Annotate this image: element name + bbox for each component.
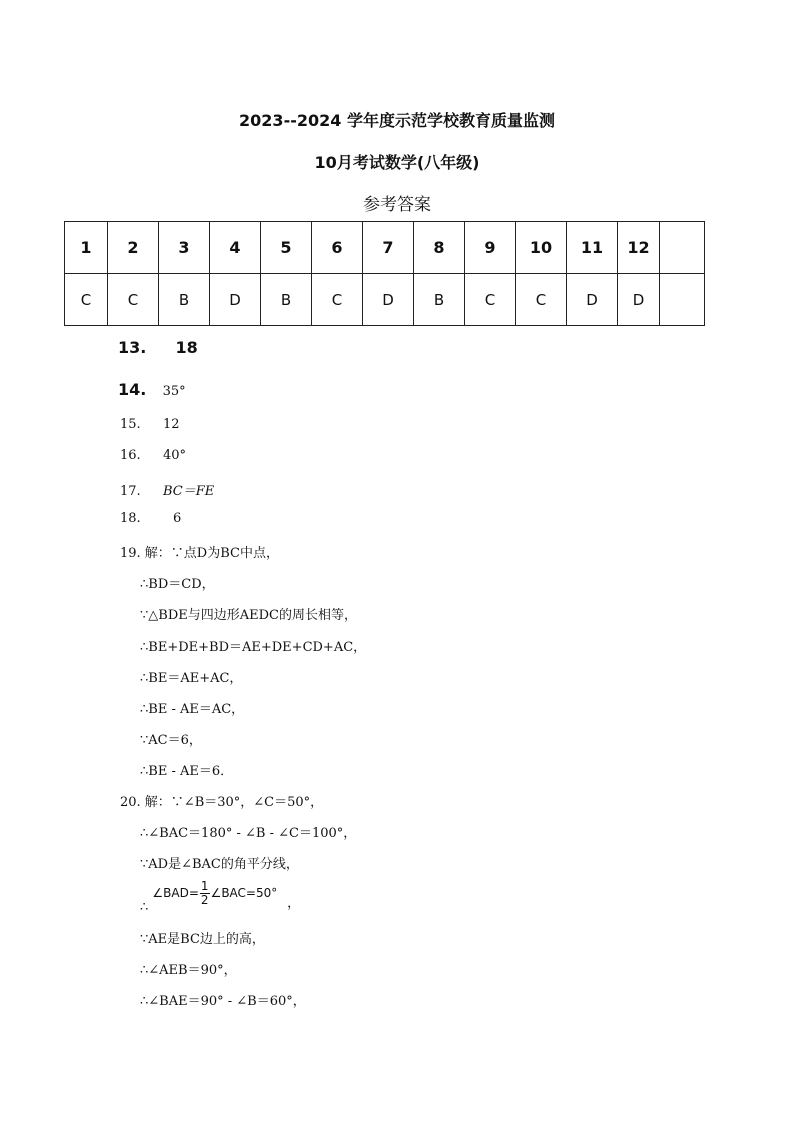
q15-line: [120, 417, 180, 432]
q18-number: 18.: [120, 511, 141, 526]
q19-line-7: ∵AC＝6，: [140, 733, 202, 748]
q13-line: [118, 338, 198, 357]
q19-line-6: ∴BE - AE＝AC，: [140, 702, 245, 717]
q13-answer: 18: [175, 338, 198, 357]
question-number: 5: [261, 222, 312, 274]
answer-cell: C: [516, 274, 567, 326]
question-number: 11: [567, 222, 618, 274]
answer-cell: C: [312, 274, 363, 326]
title-line-2: 10月考试数学(八年级): [314, 153, 480, 172]
q14-answer: 35°: [162, 384, 186, 399]
fraction-one-half: [200, 880, 210, 907]
title-line-1: 2023--2024 学年度示范学校教育质量监测: [239, 111, 555, 130]
answer-row: [65, 274, 705, 326]
answer-cell: D: [210, 274, 261, 326]
question-number: [660, 222, 705, 274]
q16-answer: 40°: [162, 448, 187, 463]
q20-line-3: ∵AD是∠BAC的角平分线，: [140, 857, 299, 872]
q19-line-2: ∴BD＝CD，: [140, 577, 215, 592]
q14-number: 14.: [118, 380, 147, 399]
title-line-3: 参考答案: [363, 195, 431, 215]
q18-answer: 6: [172, 511, 182, 526]
answer-cell: D: [567, 274, 618, 326]
question-number: 3: [159, 222, 210, 274]
q19-line-5: ∴BE＝AE+AC，: [140, 671, 243, 686]
q17-answer: BC＝FE: [162, 484, 215, 499]
q15-number: 15.: [120, 417, 141, 432]
q20-line-6: ∴∠AEB＝90°，: [140, 963, 237, 978]
fraction-denominator: 2: [200, 893, 209, 907]
q20-therefore: ∴: [140, 900, 149, 915]
answer-cell: [660, 274, 705, 326]
question-number: 4: [210, 222, 261, 274]
q14-line: [118, 380, 186, 399]
q17-number: 17.: [120, 484, 141, 499]
q20-line-7: ∴∠BAE＝90° - ∠B＝60°，: [140, 994, 306, 1009]
q20-line-1: 20. 解：∵∠B＝30°，∠C＝50°，: [120, 795, 324, 810]
q20-line-5: ∵AE是BC边上的高，: [140, 932, 265, 947]
answer-cell: C: [465, 274, 516, 326]
answer-table: [64, 221, 705, 326]
answer-cell: D: [363, 274, 414, 326]
question-number: 1: [65, 222, 108, 274]
q20-formula: [152, 879, 281, 907]
q20-line-2: ∴∠BAC＝180° - ∠B - ∠C＝100°，: [140, 826, 357, 841]
q19-line-3: ∵△BDE与四边形AEDC的周长相等，: [140, 608, 357, 623]
question-number: 7: [363, 222, 414, 274]
question-number: 8: [414, 222, 465, 274]
q18-line: [120, 511, 181, 526]
fraction-numerator: 1: [200, 879, 209, 893]
question-number: 10: [516, 222, 567, 274]
question-number-row: [65, 222, 705, 274]
q17-line: [120, 480, 214, 499]
answer-cell: B: [261, 274, 312, 326]
q20-line-4: [140, 879, 301, 915]
q19-line-1: 19. 解：∵点D为BC中点，: [120, 546, 279, 561]
answer-cell: C: [108, 274, 159, 326]
q20-formula-lhs: ∠BAD=: [152, 886, 199, 900]
answer-cell: D: [618, 274, 660, 326]
q19-line-8: ∴BE - AE＝6．: [140, 764, 234, 779]
answer-cell: B: [159, 274, 210, 326]
q15-answer: 12: [162, 417, 180, 432]
q13-number: 13.: [118, 338, 147, 357]
question-number: 9: [465, 222, 516, 274]
answer-cell: B: [414, 274, 465, 326]
q20-formula-rhs: ∠BAC=50°: [210, 886, 278, 900]
answer-cell: C: [65, 274, 108, 326]
q16-line: [120, 448, 186, 463]
q16-number: 16.: [120, 448, 141, 463]
q19-line-4: ∴BE+DE+BD＝AE+DE+CD+AC，: [140, 640, 367, 655]
question-number: 2: [108, 222, 159, 274]
question-number: 12: [618, 222, 660, 274]
q20-line-4-end: ，: [287, 896, 301, 911]
question-number: 6: [312, 222, 363, 274]
